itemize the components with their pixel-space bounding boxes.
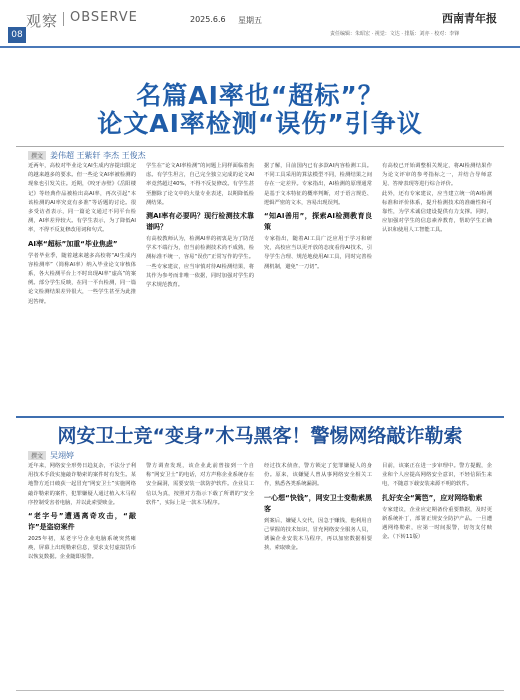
subheading: AI率“超标”加重“毕业焦虑” — [28, 239, 118, 248]
subheading: 扎好安全“篱笆”，应对网络勒索 — [382, 493, 483, 502]
subheading: 一心想“快钱”，网安卫士变勒索黑客 — [264, 493, 372, 513]
article-b-byline — [28, 450, 74, 461]
paragraph: 目前，该案正在进一步审理中。警方提醒，企业和个人应提高网络安全意识，不轻信陌生来电，不随意下载安装来源不明的软件。 — [382, 463, 492, 488]
byline-tag: 撰文 — [28, 151, 46, 160]
paragraph: 有高校教师认为，检测AI率的初衷是为了防范学术不端行为，但当前检测技术尚不成熟，检测标准不统一，容易“误伤”正常写作的学生。一些专家建议，应当审慎对待AI检测结果，将其作为参考而非唯一依据，同时加强对学生的学术规范教育。 — [146, 236, 254, 289]
bottom-rule — [16, 690, 504, 691]
section-name-en: OBSERVE — [70, 10, 138, 25]
paragraph: 近年来，网络安全形势日趋复杂，不法分子利用技术手段实施敲诈勒索的案件时有发生。某地警方近日破获一起冒充“网安卫士”实施网络敲诈勒索的案件，犯罪嫌疑人通过植入木马程序控制受害者电脑，并以此索要赎金。 — [28, 463, 136, 506]
article-a-title-line1: 名篇AI率也“超标”？ — [136, 81, 384, 110]
title-rule — [16, 146, 504, 147]
article-a-title-line2: 论文AI率检测“误伤”引争议 — [97, 109, 423, 138]
newspaper-name: 西南青年报 — [442, 12, 497, 25]
article-a-column-1 — [28, 162, 136, 412]
paragraph: 有高校已开始调整相关规定，将AI检测结果作为论文评审的参考指标之一，并结合导师意见、答辩表现等进行综合评价。 — [382, 163, 492, 188]
article-b-column-3 — [264, 462, 372, 687]
paragraph: 据了解，目前国内已有多款AI内容检测工具。不同工具采用的算法模型不同，检测结果之间存在一定差异。专家指出，AI检测的原理通常是基于文本特征的概率判断，对于语言规范、逻辑严密的文本，容易出现误判。 — [264, 163, 372, 206]
issue-weekday: 星期五 — [238, 16, 262, 25]
article-b-column-2 — [146, 462, 254, 687]
paragraph: 专家建议，企业应定期备份重要数据，及时更新系统补丁，部署正规安全防护产品。一旦遭遇网络勒索，应第一时间报警，切勿支付赎金。（下转11版） — [382, 506, 492, 541]
paragraph: 近两年，高校对毕业论文AI生成内容提出限定的越来越多的要求。但一些论文AI率被检测的现象也引发关注。近期，《咬牙赤壁》《岳阳楼记》等经典作品被检出高AI率，再次引起“本该检测的AI率究竟有多准”等话题的讨论。很多受访者表示，同一篇论文通过不同平台检测，AI率差异较大。有学生表示，为了降低AI率，不得不反复修改用词和句式。 — [28, 163, 136, 234]
paragraph: 2025年初，某老字号企业电脑系统突然瘫痪，屏幕上出现勒索信息，要求支付虚拟货币以恢复数据。企业随即报警。 — [28, 536, 136, 561]
article-b-column-4 — [382, 462, 492, 687]
section-name: 观察 — [26, 12, 59, 30]
paragraph: 学生在“论文AI率检测”的问题上同样面临着焦虑。有学生坦言，自己完全独立完成的论文AI率竟然超过40%，不得不反复修改。有学生甚至删除了论文中的大量专业表述，以期降低检测结果。 — [146, 163, 254, 206]
byline-authors: 吴翊婷 — [50, 451, 75, 460]
editor-credits: 责任编辑：朱昭宏 · 视觉：文达 · 排版：刘亦 · 校对：李锋 — [330, 31, 460, 37]
subheading: “知AI善用”，探索AI检测教育良策 — [264, 212, 372, 232]
article-b-title: 网安卫士竞“变身”木马黑客！警惕网络敲诈勒索 — [57, 425, 463, 447]
article-a-byline — [28, 150, 146, 161]
article-a-column-3 — [264, 162, 372, 412]
paragraph: 经过技术侦查，警方锁定了犯罪嫌疑人的身份。原来，该嫌疑人曾从事网络安全相关工作，熟悉各类系统漏洞。 — [264, 463, 372, 488]
article-divider — [16, 416, 504, 418]
paragraph: 到案后，嫌疑人交代，因急于赚钱，他利用自己掌握的技术知识，冒充网络安全服务人员，诱骗企业安装木马程序，再以加密数据相要挟，索取赎金。 — [264, 517, 372, 552]
subheading: 测AI率有必要吗？现行检测技术靠谱吗？ — [146, 212, 254, 232]
byline-authors: 姜伟超 王紫轩 李杰 王俊杰 — [50, 151, 146, 160]
article-b-column-1 — [28, 462, 136, 687]
article-a-column-4 — [382, 162, 492, 412]
subheading: “老字号”遭遇离奇攻击，“敲诈”是盗窃案件 — [28, 512, 136, 532]
paragraph: 警方调查发现，该企业此前曾接到一个自称“网安卫士”的电话，对方声称企业系统存在安全漏洞，需要安装一款防护软件。企业员工信以为真，按照对方指示下载了所谓的“安全软件”，实际上是一款木马程序。 — [146, 463, 254, 506]
paragraph: 专家指出，随着AI工具广泛应用于学习和研究，高校应当以更开放的态度看待AI技术，引导学生合理、规范地使用AI工具，同时完善检测机制，避免“一刀切”。 — [264, 236, 372, 270]
page-number: 08 — [8, 27, 26, 43]
article-a-column-2 — [146, 162, 254, 412]
byline-tag: 撰文 — [28, 451, 46, 460]
issue-date: 2025.6.6 — [190, 15, 226, 24]
paragraph: 此外，还有专家建议，应当建立统一的AI检测标准和评价体系，提升检测技术的准确性和可靠性，为学术诚信建设提供有力支撑。同时，应加强对学生的信息素养教育，帮助学生正确认识和使用人工智能工具。 — [382, 190, 492, 234]
paragraph: 学者毕业季，随着越来越多高校将“AI生成内容检测率”（简称AI率）纳入毕业论文审核体系，各大检测平台上不时出现AI率“虚高”的案例。部分学生反映，在同一平台检测，同一篇论文检测结果差异很大，一些学生甚至为此推迟答辩。 — [28, 252, 136, 305]
page-header — [0, 0, 520, 48]
section-divider — [63, 12, 64, 26]
